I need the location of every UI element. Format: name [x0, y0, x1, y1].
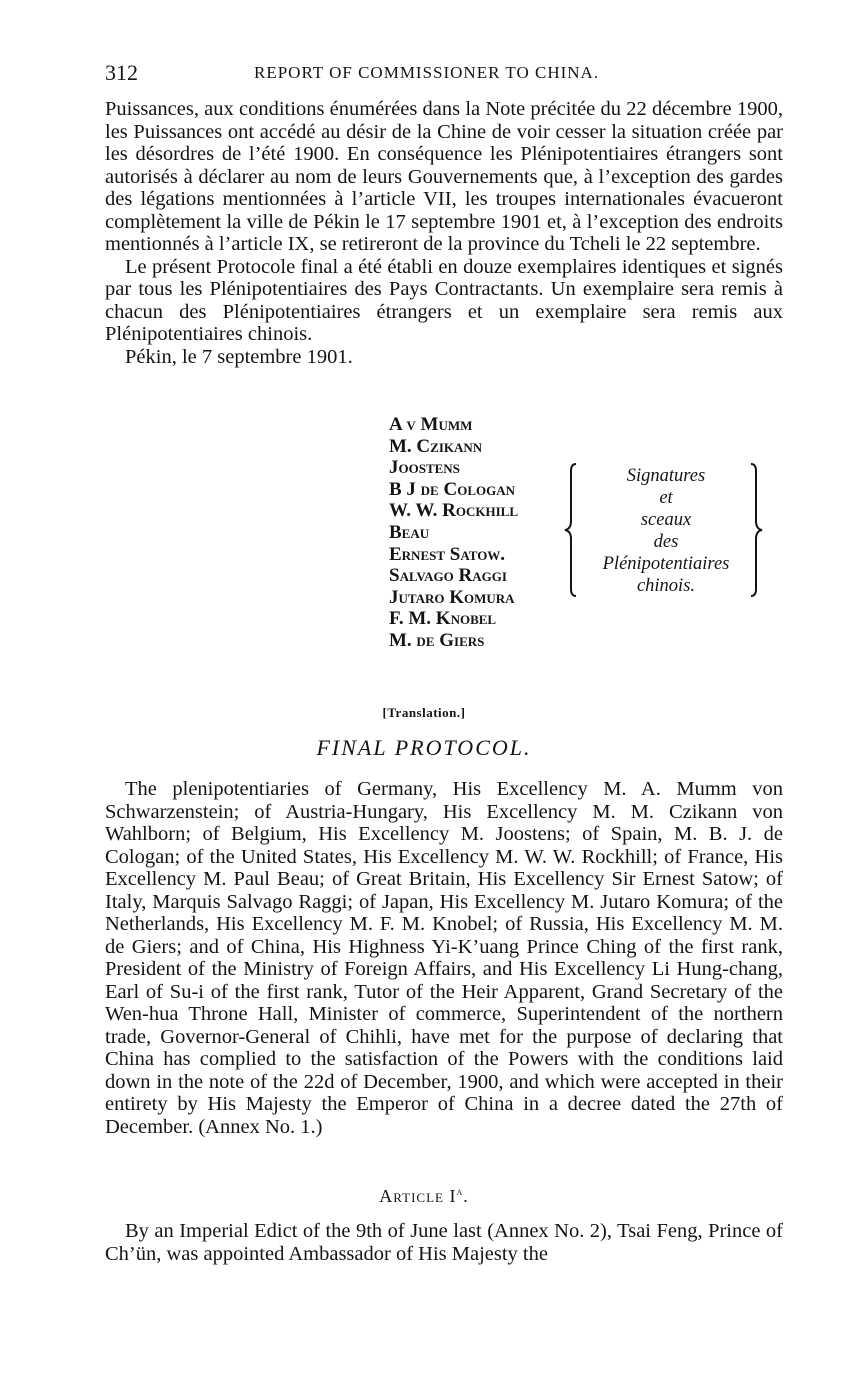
signatory-name: Jutaro Komura — [389, 586, 515, 608]
page-header — [105, 60, 785, 90]
english-protocol-text — [105, 778, 783, 1138]
signatory-name: A v Mumm — [389, 414, 473, 435]
french-protocol-text — [105, 98, 783, 368]
running-head: REPORT OF COMMISSIONER TO CHINA. — [254, 63, 600, 82]
seal-note-line: Plénipotentiaires — [602, 554, 730, 574]
seal-note-line: chinois. — [636, 576, 696, 596]
article-label: Article I — [379, 1186, 457, 1206]
signatory-name: M. de Giers — [389, 629, 485, 651]
article-paragraph-1: By an Imperial Edict of the 9th of June last (Annex No. 2), Tsai Feng, Prince of Ch’ün, was appointed Ambassador of His Majesty the — [105, 1220, 783, 1265]
french-paragraph-2: Le présent Protocole final a été établi en douze exemplaires identiques et signés par tous les Plénipotentiaires des Pays Contractants. Un exemplaire sera remis à chacun des Plénipotentiaires étrangers et un exemplaire sera remis aux Plénipotentiaires chinois. — [105, 255, 783, 345]
signatory-list — [389, 414, 518, 652]
seal-note-line: Signatures — [626, 466, 706, 486]
signatory-name: Beau — [389, 521, 430, 543]
signatory-name: W. W. Rockhill — [389, 500, 519, 522]
english-paragraph-1: The plenipotentiaries of Germany, His Excellency M. A. Mumm von Schwarzenstein; of Austria-Hungary, His Excellency M. M. Czikann von Wahlborn; of Belgium, His Excellency M. Joostens; of Spain, M. B. J. de Cologan; of the United States, His Excellency M. W. W. Rockhill; of France, His Excellency M. Paul Beau; of Great Britain, His Excellency Sir Ernest Satow; of Italy, Marquis Salvago Raggi; of Japan, His Excellency M. Jutaro Komura; of the Netherlands, His Excellency M. F. M. Knobel; of Russia, His Excellency M. M. de Giers; and of China, His Highness Yi-K’uang Prince Ching of the first rank, President of the Ministry of Foreign Affairs, and His Excellency Li Hung-chang, Earl of Su-i of the first rank, Tutor of the Heir Apparent, Grand Secretary of the Wen-hua Throne Hall, Minister of commerce, Superintendent of the northern trade, Governor-General of Chihli, have met for the purpose of declaring that China has complied to the satisfaction of the Powers with the conditions laid down in the note of the 22d of December, 1900, and which were accepted in their entirety by His Majesty the Emperor of China in a decree dated the 27th of December. (Annex No. 1.) — [105, 778, 783, 1138]
translation-note: [Translation.] — [382, 705, 466, 720]
french-paragraph-1: Puissances, aux conditions énumérées dans la Note précitée du 22 décembre 1900, les Puissances ont accédé au désir de la Chine de voir cesser la situation créée par les désordres de l’été 1900. En conséquence les Plénipotentiaires étrangers sont autorisés à déclarer au nom de leurs Gouvernements que, à l’exception des gardes des légations mentionnées à l’article VII, les troupes internationales évacueront complètement la ville de Pékin le 17 septembre 1901 et, à l’exception des endroits mentionnés à l’article IX, se retireront de la province du Tcheli le 22 septembre. — [105, 98, 783, 255]
signatory-name: Salvago Raggi — [389, 565, 507, 587]
signatory-name: Joostens — [389, 457, 460, 479]
seal-note-line: des — [653, 532, 679, 552]
article-suffix: . — [463, 1186, 469, 1206]
signatory-name: F. M. Knobel — [389, 608, 497, 630]
seal-note-line: sceaux — [640, 510, 692, 530]
page-number: 312 — [105, 60, 138, 85]
seal-note — [568, 465, 764, 597]
signatory-name: M. Czikann — [389, 435, 483, 457]
seal-note-line: et — [659, 488, 673, 508]
date-line: Pékin, le 7 septembre 1901. — [125, 345, 353, 368]
article-body — [105, 1220, 783, 1265]
document-title: FINAL PROTOCOL. — [316, 735, 532, 760]
article-superscript: a — [456, 1186, 464, 1198]
article-heading — [0, 1186, 848, 1207]
signatory-name: B J de Cologan — [389, 478, 515, 500]
signatory-name: Ernest Satow. — [389, 543, 506, 565]
